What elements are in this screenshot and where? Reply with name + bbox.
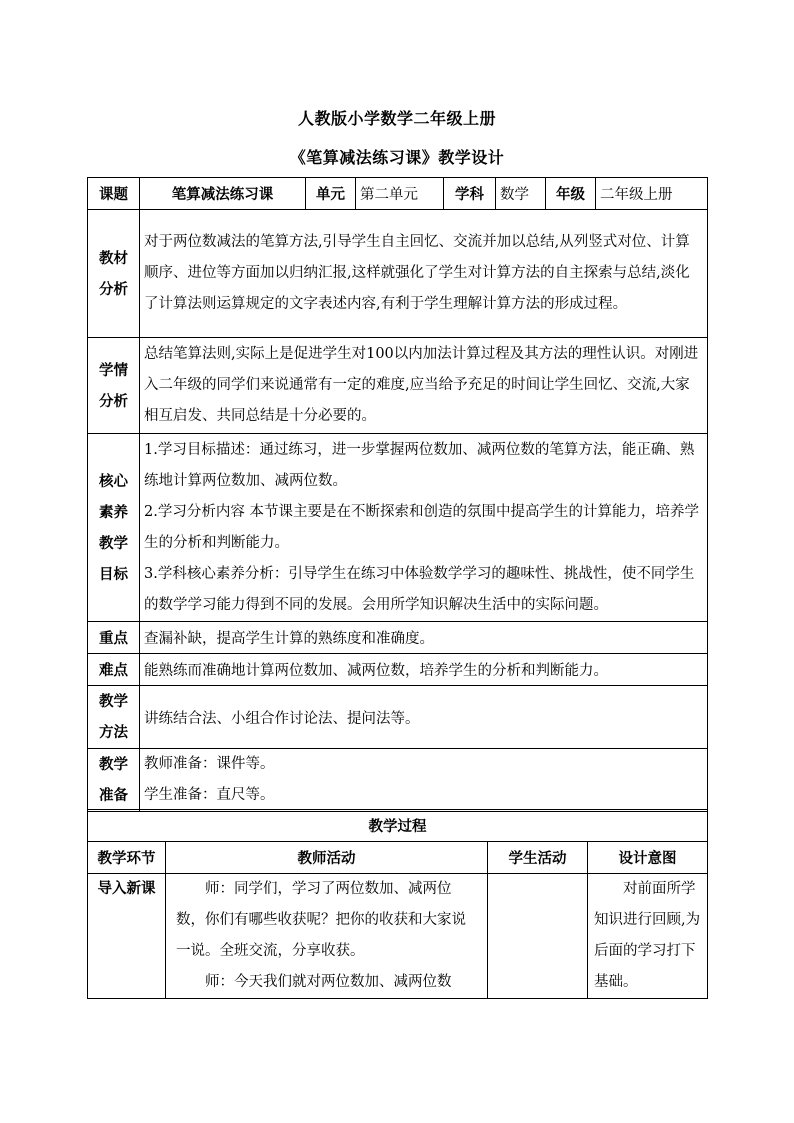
stage-cell: 导入新课 bbox=[88, 874, 166, 999]
subject-label: 学科 bbox=[444, 178, 496, 210]
header-stage: 教学环节 bbox=[88, 842, 166, 874]
teaching-process-table bbox=[87, 809, 708, 999]
process-title: 教学过程 bbox=[88, 810, 708, 842]
header-student-activity: 学生活动 bbox=[488, 842, 588, 874]
student-activity-cell bbox=[488, 874, 588, 999]
teacher-activity-cell: 师：同学们，学习了两位数加、减两位数，你们有哪些收获呢？把你的收获和大家说一说。全班交流，分享收获。 师：今天我们就对两位数加、减两位数 bbox=[166, 874, 488, 999]
table-row bbox=[88, 874, 708, 999]
header-design-intent: 设计意图 bbox=[588, 842, 708, 874]
topic-value: 笔算减法练习课 bbox=[140, 178, 306, 210]
preparation-label: 教学 准备 bbox=[88, 749, 140, 812]
key-point-text: 查漏补缺，提高学生计算的熟练度和准确度。 bbox=[140, 622, 708, 654]
subject-value: 数学 bbox=[496, 178, 546, 210]
method-text: 讲练结合法、小组合作讨论法、提问法等。 bbox=[140, 686, 708, 749]
textbook-analysis-text: 对于两位数减法的笔算方法,引导学生自主回忆、交流并加以总结,从列竖式对位、计算顺序、进位等方面加以归纳汇报,这样就强化了学生对计算方法的自主探索与总结,淡化了计算法则运算规定的文字表述内容,有利于学生理解计算方法的形成过程。 bbox=[140, 210, 708, 338]
design-intent-cell: 对前面所学知识进行回顾,为后面的学习打下基础。 bbox=[588, 874, 708, 999]
method-label: 教学 方法 bbox=[88, 686, 140, 749]
textbook-analysis-label: 教材 分析 bbox=[88, 210, 140, 338]
preparation-text bbox=[140, 749, 708, 812]
difficulty-label: 难点 bbox=[88, 654, 140, 686]
grade-value: 二年级上册 bbox=[596, 178, 708, 210]
key-point-label: 重点 bbox=[88, 622, 140, 654]
goal-item: 3.学科核心素养分析：引导学生在练习中体验数学学习的趣味性、挑战性，使不同学生的数学学习能力得到不同的发展。会用所学知识解决生活中的实际问题。 bbox=[144, 565, 695, 613]
topic-label: 课题 bbox=[88, 178, 140, 210]
student-analysis-label: 学情 分析 bbox=[88, 338, 140, 434]
lesson-info-table bbox=[87, 177, 708, 812]
unit-label: 单元 bbox=[306, 178, 356, 210]
student-analysis-text: 总结笔算法则,实际上是促进学生对100以内加法计算过程及其方法的理性认识。对刚进入二年级的同学们来说通常有一定的难度,应当给予充足的时间让学生回忆、交流,大家相互启发、共同总结是十分必要的。 bbox=[140, 338, 708, 434]
difficulty-text: 能熟练而准确地计算两位数加、减两位数，培养学生的分析和判断能力。 bbox=[140, 654, 708, 686]
grade-label: 年级 bbox=[546, 178, 596, 210]
goal-item: 1.学习目标描述：通过练习，进一步掌握两位数加、减两位数的笔算方法，能正确、熟练地计算两位数加、减两位数。 bbox=[144, 441, 695, 489]
student-prep: 学生准备：直尺等。 bbox=[144, 787, 275, 803]
core-goals-text bbox=[140, 434, 708, 622]
document-title: 人教版小学数学二年级上册 bbox=[297, 109, 496, 128]
teacher-prep: 教师准备：课件等。 bbox=[144, 756, 275, 772]
unit-value: 第二单元 bbox=[356, 178, 444, 210]
header-teacher-activity: 教师活动 bbox=[166, 842, 488, 874]
document-subtitle: 《笔算减法练习课》教学设计 bbox=[289, 148, 505, 167]
core-goals-label: 核心 素养 教学 目标 bbox=[88, 434, 140, 622]
goal-item: 2.学习分析内容 本节课主要是在不断探索和创造的氛围中提高学生的计算能力，培养学生的分析和判断能力。 bbox=[144, 503, 699, 551]
